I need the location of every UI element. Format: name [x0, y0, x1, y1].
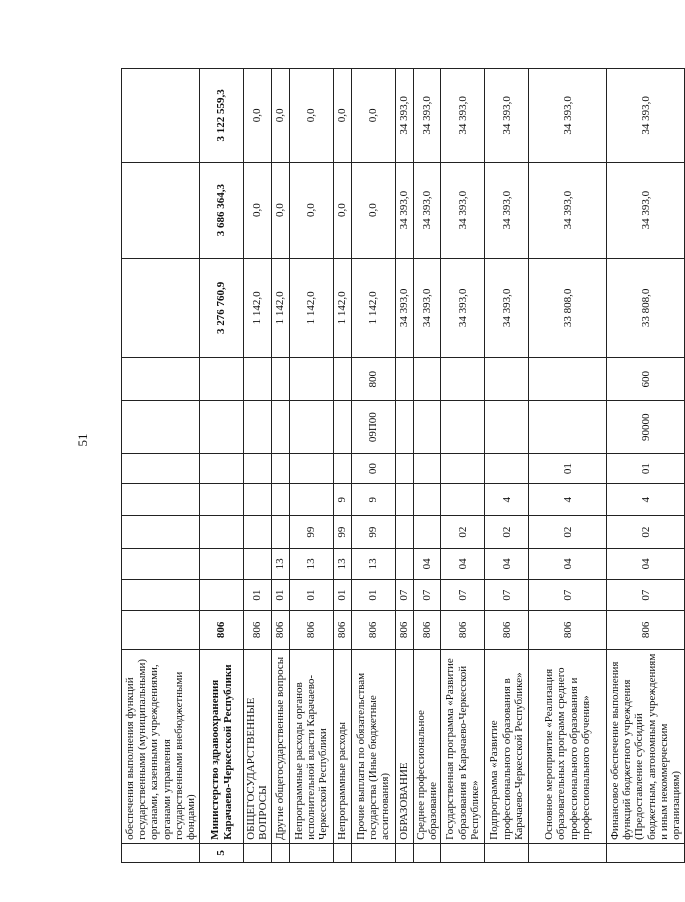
- row-number-cell: [485, 843, 529, 862]
- amount-year3-cell: 3 122 559,3: [200, 69, 244, 163]
- subsection-code-cell: [122, 548, 200, 579]
- amount-year2-cell: 0,0: [289, 162, 333, 258]
- row-number-cell: [333, 843, 351, 862]
- row-number-cell: 5: [200, 843, 244, 862]
- amount-year1-cell: 1 142,0: [333, 258, 351, 358]
- admin-code-cell: [122, 611, 200, 649]
- section-code-cell: [122, 579, 200, 610]
- expense-type-cell: [333, 358, 351, 401]
- amount-year2-cell: 34 393,0: [485, 162, 529, 258]
- activity-code-cell: [200, 454, 244, 484]
- subprogram-code-cell: 4: [485, 484, 529, 516]
- direction-code-cell: [333, 401, 351, 454]
- direction-code-cell: [271, 401, 289, 454]
- table-row: [122, 69, 200, 863]
- amount-year1-cell: 33 808,0: [607, 258, 685, 358]
- expense-type-cell: [289, 358, 333, 401]
- admin-code-cell: 806: [244, 611, 272, 649]
- direction-code-cell: [529, 401, 607, 454]
- row-number-cell: [607, 843, 685, 862]
- table-row: [607, 69, 685, 863]
- section-code-cell: 01: [289, 579, 333, 610]
- amount-year2-cell: 0,0: [351, 162, 395, 258]
- amount-year3-cell: 34 393,0: [441, 69, 485, 163]
- amount-year3-cell: 0,0: [333, 69, 351, 163]
- direction-code-cell: [200, 401, 244, 454]
- program-code-cell: [200, 516, 244, 548]
- amount-year1-cell: 34 393,0: [395, 258, 413, 358]
- program-code-cell: 99: [333, 516, 351, 548]
- budget-table: [121, 68, 685, 863]
- row-number-cell: [413, 843, 441, 862]
- amount-year3-cell: 34 393,0: [413, 69, 441, 163]
- section-code-cell: 07: [607, 579, 685, 610]
- activity-code-cell: 01: [607, 454, 685, 484]
- activity-code-cell: [413, 454, 441, 484]
- rotated-table-container: [121, 68, 683, 863]
- row-number-cell: [529, 843, 607, 862]
- section-code-cell: 01: [351, 579, 395, 610]
- subsection-code-cell: 04: [485, 548, 529, 579]
- subprogram-code-cell: 9: [333, 484, 351, 516]
- amount-year1-cell: 34 393,0: [441, 258, 485, 358]
- row-name-cell: Министерство здравоохранения Карачаево-Черкесской Республики: [200, 649, 244, 843]
- section-code-cell: 07: [529, 579, 607, 610]
- section-code-cell: [200, 579, 244, 610]
- program-code-cell: 02: [441, 516, 485, 548]
- row-name-cell: ОБРАЗОВАНИЕ: [395, 649, 413, 843]
- subsection-code-cell: 13: [289, 548, 333, 579]
- admin-code-cell: 806: [289, 611, 333, 649]
- row-number-cell: [122, 843, 200, 862]
- row-number-cell: [395, 843, 413, 862]
- direction-code-cell: [122, 401, 200, 454]
- amount-year1-cell: 1 142,0: [271, 258, 289, 358]
- expense-type-cell: [122, 358, 200, 401]
- expense-type-cell: 600: [607, 358, 685, 401]
- table-row: [200, 69, 244, 863]
- admin-code-cell: 806: [200, 611, 244, 649]
- row-name-cell: обеспечения выполнения функций государственными (муниципальными) органами, казенными учреждениями, органами управления государственными внебюджетными фондами): [122, 649, 200, 843]
- activity-code-cell: [122, 454, 200, 484]
- table-row: [333, 69, 351, 863]
- expense-type-cell: [244, 358, 272, 401]
- row-number-cell: [244, 843, 272, 862]
- direction-code-cell: [441, 401, 485, 454]
- activity-code-cell: 01: [529, 454, 607, 484]
- subprogram-code-cell: [200, 484, 244, 516]
- activity-code-cell: [333, 454, 351, 484]
- subprogram-code-cell: 9: [351, 484, 395, 516]
- subprogram-code-cell: [441, 484, 485, 516]
- subsection-code-cell: [200, 548, 244, 579]
- amount-year2-cell: 0,0: [244, 162, 272, 258]
- amount-year1-cell: [122, 258, 200, 358]
- admin-code-cell: 806: [413, 611, 441, 649]
- admin-code-cell: 806: [485, 611, 529, 649]
- section-code-cell: 07: [395, 579, 413, 610]
- amount-year3-cell: 34 393,0: [607, 69, 685, 163]
- subsection-code-cell: 13: [271, 548, 289, 579]
- amount-year3-cell: 0,0: [271, 69, 289, 163]
- section-code-cell: 07: [441, 579, 485, 610]
- table-row: [244, 69, 272, 863]
- program-code-cell: 99: [289, 516, 333, 548]
- activity-code-cell: [395, 454, 413, 484]
- subprogram-code-cell: [395, 484, 413, 516]
- amount-year3-cell: 0,0: [244, 69, 272, 163]
- amount-year2-cell: 34 393,0: [607, 162, 685, 258]
- program-code-cell: 02: [607, 516, 685, 548]
- amount-year1-cell: 34 393,0: [485, 258, 529, 358]
- amount-year3-cell: 0,0: [351, 69, 395, 163]
- subprogram-code-cell: 4: [529, 484, 607, 516]
- table-row: [529, 69, 607, 863]
- subsection-code-cell: 13: [351, 548, 395, 579]
- amount-year1-cell: 1 142,0: [289, 258, 333, 358]
- row-number-cell: [351, 843, 395, 862]
- program-code-cell: 99: [351, 516, 395, 548]
- row-name-cell: Непрограммные расходы органов исполнительной власти Карачаево-Черкесской Республики: [289, 649, 333, 843]
- amount-year3-cell: 34 393,0: [485, 69, 529, 163]
- section-code-cell: 07: [485, 579, 529, 610]
- row-name-cell: Среднее профессиональное образование: [413, 649, 441, 843]
- amount-year3-cell: 34 393,0: [529, 69, 607, 163]
- direction-code-cell: 90000: [607, 401, 685, 454]
- activity-code-cell: 00: [351, 454, 395, 484]
- row-name-cell: Прочие выплаты по обязательствам государства (Иные бюджетные ассигнования): [351, 649, 395, 843]
- activity-code-cell: [244, 454, 272, 484]
- subsection-code-cell: 13: [333, 548, 351, 579]
- activity-code-cell: [271, 454, 289, 484]
- admin-code-cell: 806: [395, 611, 413, 649]
- subsection-code-cell: [244, 548, 272, 579]
- subsection-code-cell: [395, 548, 413, 579]
- section-code-cell: 01: [244, 579, 272, 610]
- amount-year2-cell: 3 686 364,3: [200, 162, 244, 258]
- direction-code-cell: [413, 401, 441, 454]
- subsection-code-cell: 04: [607, 548, 685, 579]
- program-code-cell: [271, 516, 289, 548]
- subprogram-code-cell: [413, 484, 441, 516]
- program-code-cell: [122, 516, 200, 548]
- expense-type-cell: [395, 358, 413, 401]
- admin-code-cell: 806: [271, 611, 289, 649]
- expense-type-cell: [485, 358, 529, 401]
- table-row: [395, 69, 413, 863]
- direction-code-cell: 09П00: [351, 401, 395, 454]
- admin-code-cell: 806: [529, 611, 607, 649]
- admin-code-cell: 806: [351, 611, 395, 649]
- expense-type-cell: [529, 358, 607, 401]
- table-row: [413, 69, 441, 863]
- row-number-cell: [289, 843, 333, 862]
- subprogram-code-cell: [271, 484, 289, 516]
- row-number-cell: [271, 843, 289, 862]
- expense-type-cell: [441, 358, 485, 401]
- program-code-cell: 02: [529, 516, 607, 548]
- amount-year1-cell: 3 276 760,9: [200, 258, 244, 358]
- amount-year3-cell: [122, 69, 200, 163]
- direction-code-cell: [485, 401, 529, 454]
- table-body: [122, 69, 685, 863]
- amount-year1-cell: 34 393,0: [413, 258, 441, 358]
- subsection-code-cell: 04: [413, 548, 441, 579]
- subprogram-code-cell: [122, 484, 200, 516]
- subprogram-code-cell: 4: [607, 484, 685, 516]
- activity-code-cell: [485, 454, 529, 484]
- page-number: 51: [75, 433, 90, 447]
- expense-type-cell: [413, 358, 441, 401]
- table-row: [441, 69, 485, 863]
- program-code-cell: 02: [485, 516, 529, 548]
- program-code-cell: [395, 516, 413, 548]
- row-name-cell: Непрограммные расходы: [333, 649, 351, 843]
- row-name-cell: Другие общегосударственные вопросы: [271, 649, 289, 843]
- amount-year2-cell: 34 393,0: [529, 162, 607, 258]
- table-row: [289, 69, 333, 863]
- subprogram-code-cell: [289, 484, 333, 516]
- program-code-cell: [244, 516, 272, 548]
- activity-code-cell: [289, 454, 333, 484]
- row-name-cell: Государственная программа «Развитие образования в Карачаево-Черкесской Республике»: [441, 649, 485, 843]
- amount-year2-cell: [122, 162, 200, 258]
- row-name-cell: Основное мероприятие «Реализация образовательных программ среднего профессионального образования и профессионального обучения»: [529, 649, 607, 843]
- direction-code-cell: [395, 401, 413, 454]
- expense-type-cell: 800: [351, 358, 395, 401]
- section-code-cell: 07: [413, 579, 441, 610]
- admin-code-cell: 806: [607, 611, 685, 649]
- program-code-cell: [413, 516, 441, 548]
- section-code-cell: 01: [271, 579, 289, 610]
- subsection-code-cell: 04: [441, 548, 485, 579]
- admin-code-cell: 806: [441, 611, 485, 649]
- amount-year2-cell: 0,0: [333, 162, 351, 258]
- row-number-cell: [441, 843, 485, 862]
- admin-code-cell: 806: [333, 611, 351, 649]
- table-row: [351, 69, 395, 863]
- amount-year1-cell: 33 808,0: [529, 258, 607, 358]
- subsection-code-cell: 04: [529, 548, 607, 579]
- row-name-cell: Финансовое обеспечение выполнения функций бюджетного учреждения (Предоставление субсидий бюджетным, автономным учреждениям и иным некоммерческим организациям): [607, 649, 685, 843]
- amount-year2-cell: 34 393,0: [441, 162, 485, 258]
- amount-year2-cell: 0,0: [271, 162, 289, 258]
- amount-year3-cell: 0,0: [289, 69, 333, 163]
- expense-type-cell: [200, 358, 244, 401]
- expense-type-cell: [271, 358, 289, 401]
- amount-year2-cell: 34 393,0: [413, 162, 441, 258]
- table-row: [485, 69, 529, 863]
- table-row: [271, 69, 289, 863]
- amount-year3-cell: 34 393,0: [395, 69, 413, 163]
- amount-year1-cell: 1 142,0: [244, 258, 272, 358]
- direction-code-cell: [289, 401, 333, 454]
- row-name-cell: Подпрограмма «Развитие профессионального образования в Карачаево-Черкесской Республике»: [485, 649, 529, 843]
- direction-code-cell: [244, 401, 272, 454]
- section-code-cell: 01: [333, 579, 351, 610]
- amount-year2-cell: 34 393,0: [395, 162, 413, 258]
- subprogram-code-cell: [244, 484, 272, 516]
- activity-code-cell: [441, 454, 485, 484]
- row-name-cell: ОБЩЕГОСУДАРСТВЕННЫЕ ВОПРОСЫ: [244, 649, 272, 843]
- amount-year1-cell: 1 142,0: [351, 258, 395, 358]
